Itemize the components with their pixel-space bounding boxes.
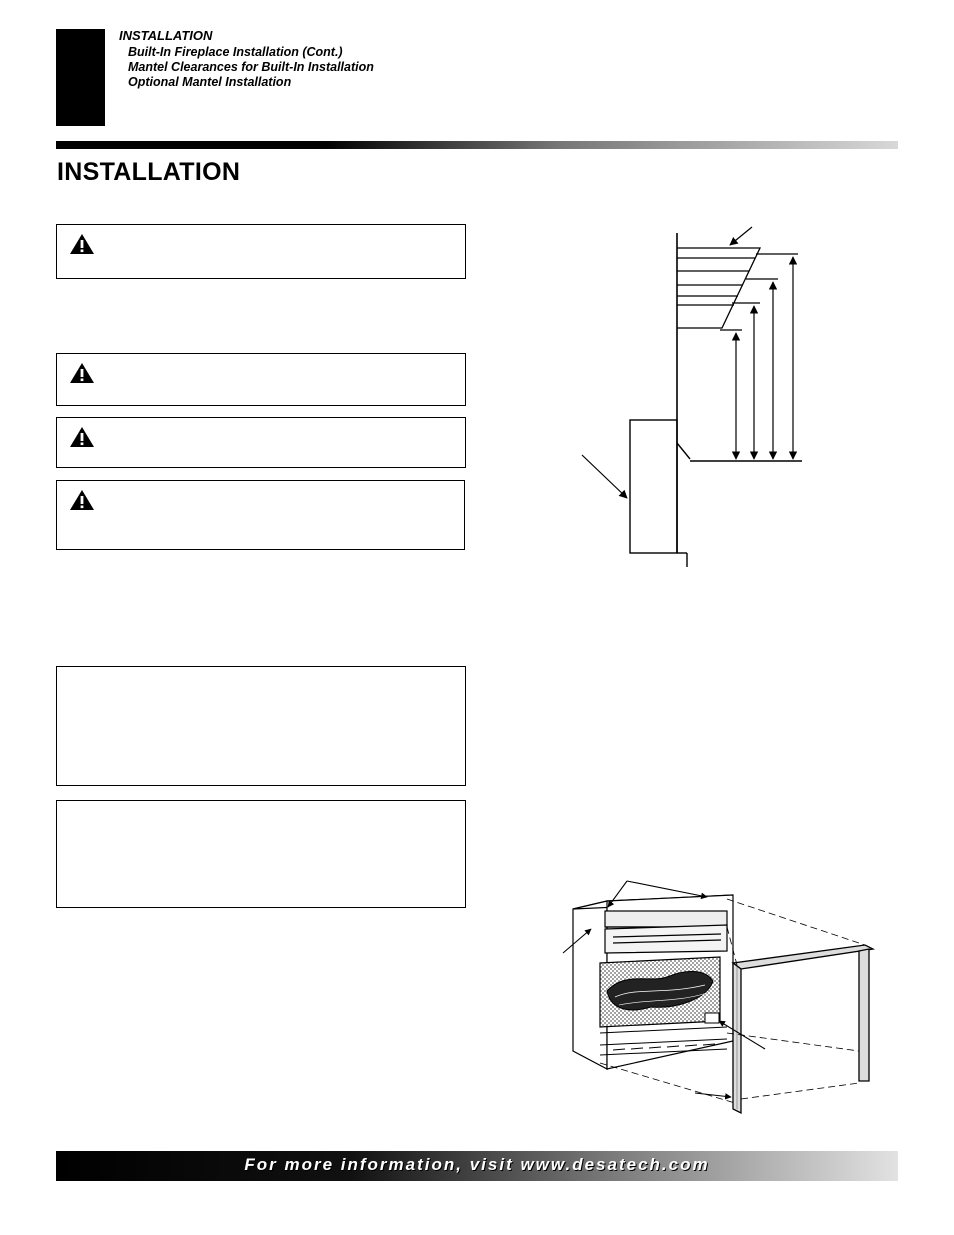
header-subsection: Mantel Clearances for Built-In Installation	[128, 60, 374, 74]
warning-box	[56, 224, 466, 279]
warning-triangle-icon	[69, 233, 95, 255]
firebox-window	[600, 957, 720, 1027]
warning-box	[56, 417, 466, 468]
warning-box	[56, 480, 465, 550]
footer-bar	[56, 1151, 898, 1181]
mantel-clearance-diagram	[560, 215, 820, 575]
warning-triangle-icon	[69, 489, 95, 511]
mantel-frame	[733, 945, 873, 1113]
mantel-installation-illustration	[555, 873, 885, 1121]
warning-triangle-icon	[69, 426, 95, 448]
fireplace-leader-arrow	[582, 455, 627, 498]
footer-website-text: For more information, visit www.desatech.com	[244, 1155, 710, 1174]
mantel-profile	[677, 248, 760, 328]
header-subsection: Built-In Fireplace Installation (Cont.)	[128, 45, 343, 59]
fireplace-outline	[630, 420, 690, 567]
section-tab-marker	[56, 29, 105, 126]
header-gradient-rule	[56, 141, 898, 149]
notice-box	[56, 666, 466, 786]
header-subsection: Optional Mantel Installation	[128, 75, 292, 89]
warning-box	[56, 353, 466, 406]
mantel-leader-arrow	[730, 227, 752, 245]
notice-box	[56, 800, 466, 908]
header-section-title: INSTALLATION	[119, 28, 213, 43]
page-title: INSTALLATION	[57, 158, 241, 186]
warning-triangle-icon	[69, 362, 95, 384]
